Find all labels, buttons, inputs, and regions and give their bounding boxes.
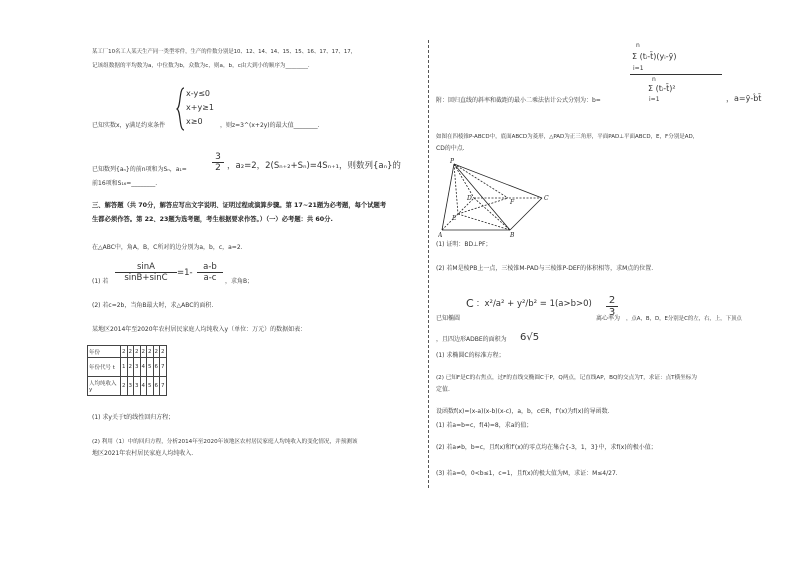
factory-question: 某工厂10名工人某天生产同一类型零件，生产的件数分别是10、12、14、14、15、15、16、17、17、17， xyxy=(92,49,357,55)
constraint-2: x+y≥1 xyxy=(186,103,214,112)
vertex-label-e: E xyxy=(452,215,457,222)
table-cell: 7 xyxy=(160,377,167,396)
factory-question-line2: 记该组数据的平均数为a，中位数为b，众数为c，则a，b，c由大到小的顺序为________. xyxy=(92,63,310,69)
triangle-intro: 在△ABC中，角A，B，C所对的边分别为a，b，c，a=2. xyxy=(92,244,243,251)
ellipse-q2-line2: 定值. xyxy=(436,386,450,393)
function-q3: (3) 若a=0，0<b≤1，c=1，且f(x)的极大值为M，求证：M≤4/27. xyxy=(436,470,618,477)
pyramid-intro: 如图在四棱锥P-ABCD中，底面ABCD为菱形，△PAD为正三角形，平面PAD⊥平面ABCD，E，F分别是AD， xyxy=(436,134,699,140)
fraction-numerator: 3 xyxy=(215,152,221,162)
section-heading: 三、解答题（共 70分，解答应写出文字说明、证明过程或演算步骤。第 17~21题为必考题，每个试题考 xyxy=(92,202,387,209)
table-cell: 1 xyxy=(121,358,128,377)
fraction-denominator: sinB+sinC xyxy=(124,273,168,283)
table-cell: 6 xyxy=(153,358,160,377)
sum-lower-limit: i=1 xyxy=(633,65,644,72)
eccentricity-fraction xyxy=(606,295,618,318)
sequence-mid: ，a₂=2，2(Sₙ₊₂+Sₙ)=4Sₙ₊₁，则数列{aₙ}的 xyxy=(227,161,401,171)
table-cell: 6 xyxy=(153,377,160,396)
pyramid-figure xyxy=(438,158,558,238)
sum-upper-limit: n xyxy=(636,42,640,49)
triangle-q2: (2) 若c=2b，当角B最大时，求△ABC的面积. xyxy=(92,302,214,309)
fraction-denominator: 3 xyxy=(608,307,616,318)
pyramid-intro-line2: CD的中点. xyxy=(436,145,465,152)
constraint-tail: ，则z=3^(x+2y)的最大值________. xyxy=(220,122,320,129)
pyramid-q1: (1) 证明：BD⊥PF； xyxy=(436,241,492,248)
sequence-label: 已知数列{aₙ}的前n项和为Sₙ，a₁= xyxy=(92,166,187,173)
table-cell: 2 xyxy=(140,346,147,358)
regression-fraction-bar xyxy=(630,74,722,75)
function-intro: 设函数f(x)=(x-a)(x-b)(x-c)，a，b，c∈R，f′(x)为f(x)的导函数. xyxy=(436,408,610,415)
fraction-numerator: 2 xyxy=(608,295,616,306)
brace-symbol xyxy=(176,87,186,131)
table-cell: 3 xyxy=(134,358,141,377)
regression-label: 附：回归直线的斜率和截距的最小二乘法估计公式分别为：b= xyxy=(436,97,601,104)
function-q1: (1) 若a=b=c，f(4)=8，求a的值； xyxy=(436,422,533,429)
fraction-denominator: 2 xyxy=(215,163,221,173)
table-cell: 2 xyxy=(121,377,128,396)
fraction-numerator: sinA xyxy=(137,262,155,272)
pyramid-q2: (2) 若M是棱PB上一点，三棱锥M-PAD与三棱锥P-DEF的体积相等，求M点的位置. xyxy=(436,265,654,272)
table-row-label: 人均纯收入y xyxy=(88,377,121,396)
income-intro: 某地区2014年至2020年农村居民家庭人均纯收入y（单位：万元）的数据如表： xyxy=(92,326,307,333)
table-cell: 5 xyxy=(147,358,154,377)
table-cell: 2 xyxy=(127,358,134,377)
constraint-1: x-y≤0 xyxy=(186,89,211,98)
sequence-fraction xyxy=(212,152,224,173)
income-table xyxy=(87,345,167,396)
section-heading-line2: 生都必须作答。第 22、23题为选考题，考生根据要求作答。）（一）必考题：共 60分. xyxy=(92,216,333,223)
sum-upper-limit: n xyxy=(652,76,656,83)
constraint-3: x≥0 xyxy=(186,117,203,126)
ellipse-equation: ：x²/a² + y²/b² = 1(a>b>0) xyxy=(476,299,592,309)
ellipse-label: 已知椭圆 xyxy=(436,315,461,322)
vertex-label-f: F xyxy=(510,199,515,206)
vertex-label-c: C xyxy=(544,195,549,202)
sequence-line2: 前16项和S₁₆=________. xyxy=(92,180,158,187)
table-cell: 2 xyxy=(147,346,154,358)
table-cell: 7 xyxy=(160,358,167,377)
constraint-label: 已知实数x，y满足约束条件 xyxy=(92,122,166,129)
table-row xyxy=(88,346,167,358)
regression-numerator: Σ (tᵢ-t̄)(yᵢ-ȳ) xyxy=(632,52,677,61)
ellipse-tail: ，点A，B，D，E分别是C的左，右，上，下顶点 xyxy=(626,316,742,322)
eccentricity-label: 离心率为 xyxy=(596,315,621,322)
triangle-equals: =1- xyxy=(177,268,193,278)
triangle-fraction-1 xyxy=(115,262,177,283)
income-q1: (1) 求y关于t的线性回归方程； xyxy=(92,414,175,421)
triangle-q1-post: ，求角B； xyxy=(225,278,254,285)
vertex-label-a: A xyxy=(438,232,443,238)
vertex-label-b: B xyxy=(510,232,515,238)
ellipse-area-label: ，且四边形ADBE的面积为 xyxy=(436,336,507,343)
regression-denominator: Σ (tᵢ-t̄)² xyxy=(648,84,676,93)
table-cell: 2 xyxy=(160,346,167,358)
sum-lower-limit: i=1 xyxy=(649,96,660,103)
triangle-fraction-2 xyxy=(197,262,223,283)
table-row xyxy=(88,377,167,396)
income-q2-line2: 地区2021年农村居民家庭人均纯收入. xyxy=(92,450,194,457)
fraction-denominator: a-c xyxy=(203,273,217,283)
column-divider xyxy=(428,40,429,488)
table-cell: 4 xyxy=(140,377,147,396)
triangle-q1-prefix: (1) 若 xyxy=(92,278,109,285)
table-cell: 3 xyxy=(134,377,141,396)
table-cell: 3 xyxy=(127,377,134,396)
table-cell: 2 xyxy=(121,346,128,358)
table-row xyxy=(88,358,167,377)
table-cell: 4 xyxy=(140,358,147,377)
ellipse-q2: (2) 已知F是C的右焦点，过F的直线交椭圆C于P，Q两点，记直线AP，BQ的交点为T，求证：点T横坐标为 xyxy=(436,375,697,381)
table-row-label: 年份 xyxy=(88,346,121,358)
regression-intercept: ，a=ȳ-b̂t̄ xyxy=(726,94,762,103)
function-q2: (2) 若a≠b，b=c，且f(x)和f′(x)的零点均在集合{-3，1，3}中，求f(x)的极小值； xyxy=(436,444,657,451)
table-cell: 2 xyxy=(134,346,141,358)
table-cell: 2 xyxy=(153,346,160,358)
income-q2: (2) 利用（1）中的回归方程，分析2014年至2020年该地区农村居民家庭人均纯收入的变化情况，并预测该 xyxy=(92,439,358,445)
vertex-label-p: P xyxy=(450,158,455,165)
table-cell: 2 xyxy=(127,346,134,358)
ellipse-area-value: 6√5 xyxy=(520,332,540,343)
ellipse-q1: (1) 求椭圆C的标准方程； xyxy=(436,352,505,359)
fraction-numerator: a-b xyxy=(203,262,217,272)
ellipse-letter: C xyxy=(466,297,474,310)
table-cell: 5 xyxy=(147,377,154,396)
vertex-label-d: D xyxy=(467,195,472,202)
table-row-label: 年份代号 t xyxy=(88,358,121,377)
